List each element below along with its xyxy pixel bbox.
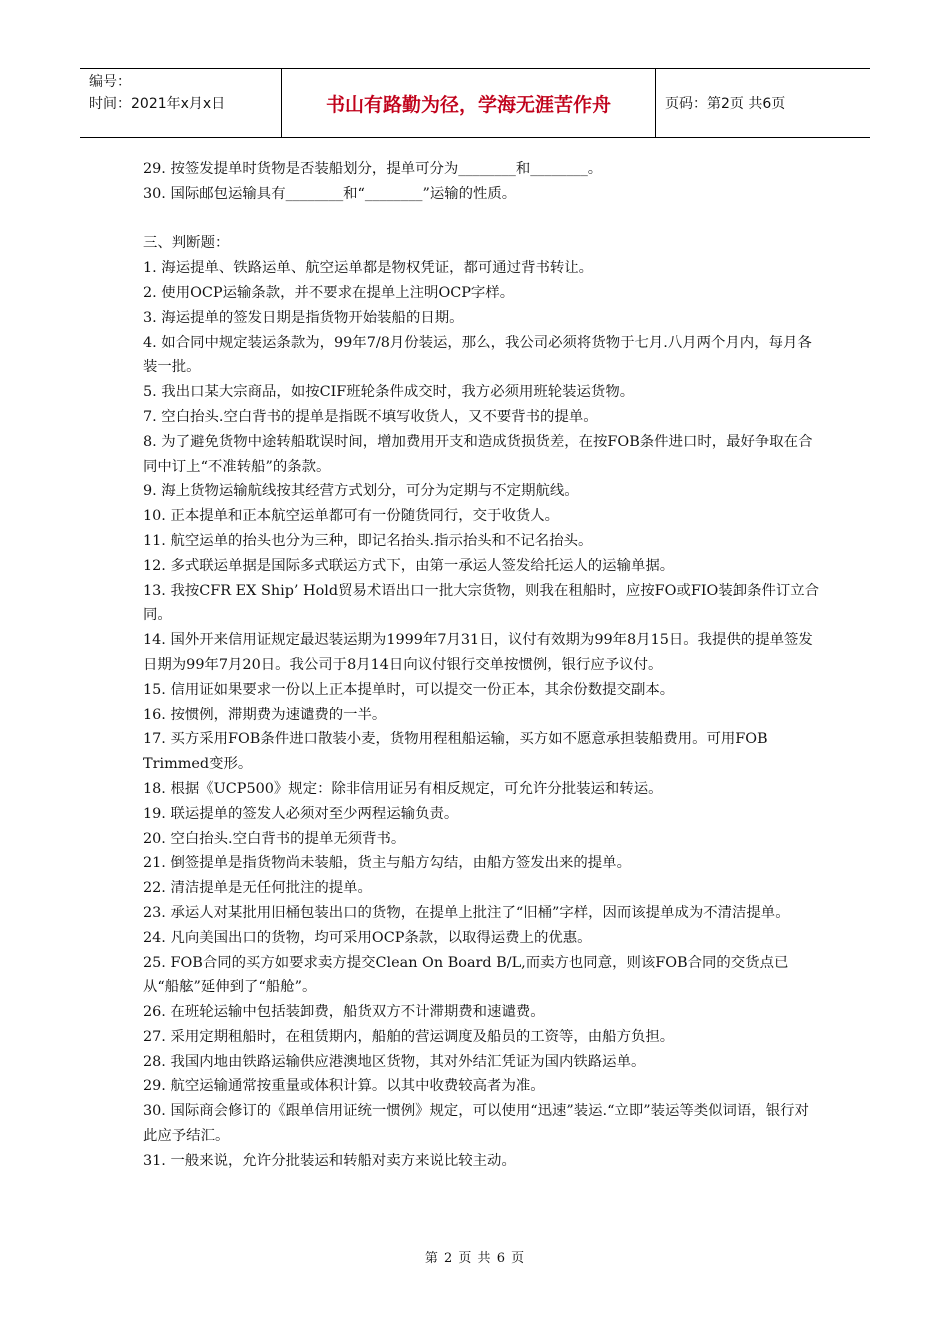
question-item: 24. 凡向美国出口的货物，均可采用OCP条款，以取得运费上的优惠。 <box>143 929 592 946</box>
question-item: 15. 信用证如果要求一份以上正本提单时，可以提交一份正本，其余份数提交副本。 <box>143 681 675 698</box>
header-meta <box>80 69 282 137</box>
question-item: 20. 空白抬头.空白背书的提单无须背书。 <box>143 830 406 847</box>
document-date: 时间：2021年x月x日 <box>89 96 226 112</box>
question-item: 17. 买方采用FOB条件进口散装小麦，货物用程租船运输，买方如不愿意承担装船费用。可用FOB Trimmed变形。 <box>143 731 768 773</box>
spacer <box>143 207 823 232</box>
question-item: 25. FOB合同的买方如要求卖方提交Clean On Board B/L,而卖方也同意，则该FOB合同的交货点已从“船舷”延伸到了“船舱”。 <box>143 954 789 996</box>
fill-item: 30. 国际邮包运输具有________和“________”运输的性质。 <box>143 185 517 202</box>
page-footer: 第 2 页 共 6 页 <box>424 1251 526 1266</box>
question-item: 18. 根据《UCP500》规定：除非信用证另有相反规定，可允许分批装运和转运。 <box>143 780 663 797</box>
question-item: 14. 国外开来信用证规定最迟装运期为1999年7月31日，议付有效期为99年8月15日。我提供的提单签发日期为99年7月20日。我公司于8月14日向议付银行交单按惯例，银行应予议付。 <box>143 632 813 673</box>
question-item: 23. 承运人对某批用旧桶包装出口的货物，在提单上批注了“旧桶”字样，因而该提单成为不清洁提单。 <box>143 904 790 921</box>
question-item: 27. 采用定期租船时，在租赁期内，船舶的营运调度及船员的工资等，由船方负担。 <box>143 1028 675 1045</box>
question-item: 9. 海上货物运输航线按其经营方式划分，可分为定期与不定期航线。 <box>143 483 579 500</box>
question-item: 8. 为了避免货物中途转船耽误时间，增加费用开支和造成货损货差，在按FOB条件进口时，最好争取在合同中订上“不准转船”的条款。 <box>143 433 813 475</box>
question-item: 16. 按惯例，滞期费为速谴费的一半。 <box>143 706 387 723</box>
question-item: 31. 一般来说，允许分批装运和转船对卖方来说比较主动。 <box>143 1152 516 1169</box>
question-item: 5. 我出口某大宗商品，如按CIF班轮条件成交时，我方必须用班轮装运货物。 <box>143 384 635 401</box>
question-item: 13. 我按CFR EX Ship’ Hold贸易术语出口一批大宗货物，则我在租船时，应按FO或FIO装卸条件订立合同。 <box>143 582 820 624</box>
header-page-info: 页码：第2页 共6页 <box>665 96 786 112</box>
question-item: 2. 使用OCP运输条款，并不要求在提单上注明OCP字样。 <box>143 284 515 301</box>
question-item: 10. 正本提单和正本航空运单都可有一份随货同行，交于收货人。 <box>143 508 560 525</box>
fill-item: 29. 按签发提单时货物是否装船划分，提单可分为________和________。 <box>143 161 603 177</box>
question-item: 30. 国际商会修订的《跟单信用证统一惯例》规定，可以使用“迅速”装运.“立即”装运等类似词语，银行对此应予结汇。 <box>143 1103 809 1145</box>
question-item: 11. 航空运单的抬头也分为三种，即记名抬头.指示抬头和不记名抬头。 <box>143 532 593 549</box>
question-item: 26. 在班轮运输中包括装卸费，船货双方不计滞期费和速谴费。 <box>143 1004 545 1021</box>
question-item: 19. 联运提单的签发人必须对至少两程运输负责。 <box>143 805 459 822</box>
question-item: 1. 海运提单、铁路运单、航空运单都是物权凭证，都可通过背书转让。 <box>143 260 594 277</box>
question-item: 22. 清洁提单是无任何批注的提单。 <box>143 880 372 897</box>
document-body <box>143 157 823 1174</box>
page-header <box>80 68 870 138</box>
header-motto: 书山有路勤为径，学海无涯苦作舟 <box>282 69 656 137</box>
section-title: 三、判断题： <box>143 235 230 252</box>
document-number-label: 编号： <box>89 74 131 90</box>
question-item: 21. 倒签提单是指货物尚未装船，货主与船方勾结，由船方签发出来的提单。 <box>143 855 631 872</box>
question-item: 4. 如合同中规定装运条款为，99年7/8月份装运，那么，我公司必须将货物于七月.八月两个月内，每月各装一批。 <box>143 334 812 376</box>
question-item: 28. 我国内地由铁路运输供应港澳地区货物，其对外结汇凭证为国内铁路运单。 <box>143 1053 646 1070</box>
question-item: 29. 航空运输通常按重量或体积计算。以其中收费较高者为准。 <box>143 1078 545 1095</box>
question-item: 3. 海运提单的签发日期是指货物开始装船的日期。 <box>143 309 464 326</box>
question-item: 12. 多式联运单据是国际多式联运方式下，由第一承运人签发给托运人的运输单据。 <box>143 557 675 574</box>
question-item: 7. 空白抬头.空白背书的提单是指既不填写收货人，又不要背书的提单。 <box>143 408 598 425</box>
